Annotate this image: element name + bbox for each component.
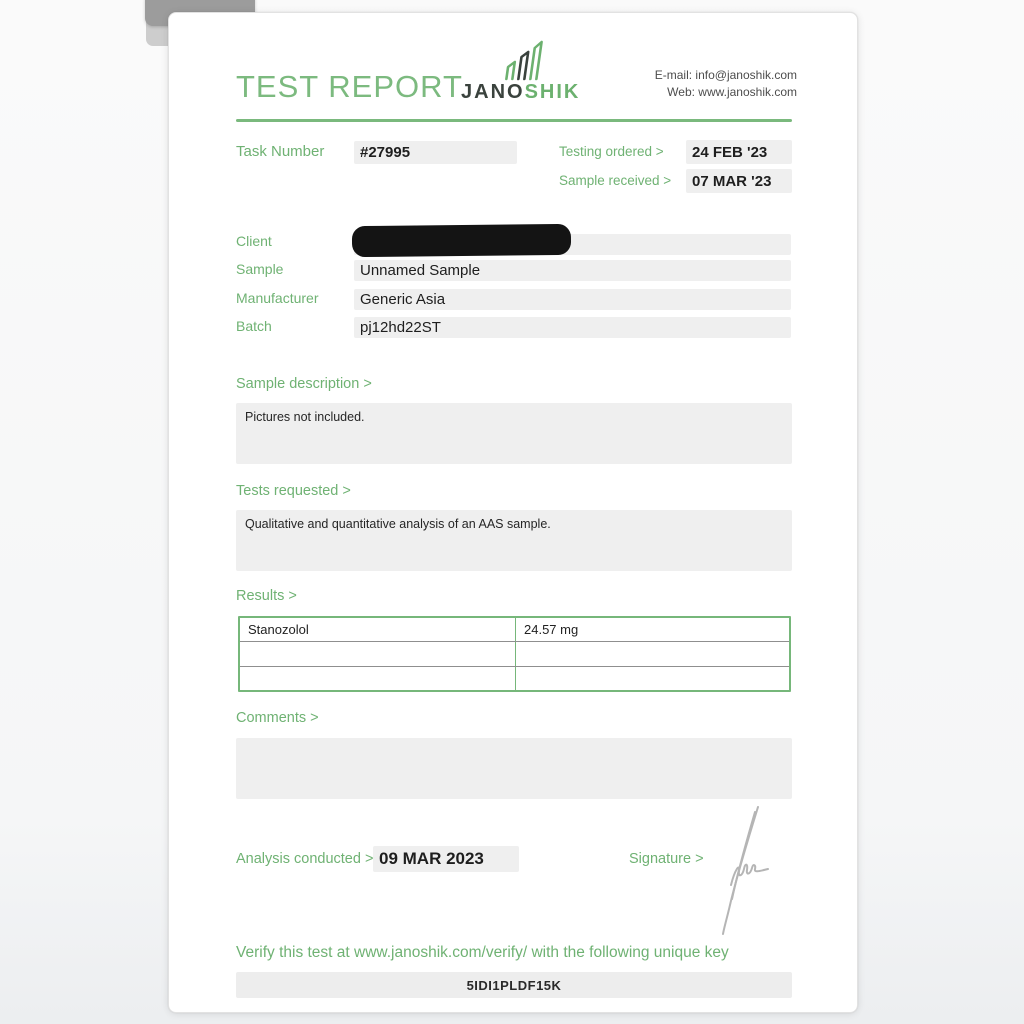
testing-ordered-label: Testing ordered > bbox=[559, 144, 664, 159]
tests-requested-box bbox=[236, 510, 792, 571]
task-number-field bbox=[354, 141, 517, 164]
results-row bbox=[240, 666, 789, 690]
result-substance bbox=[240, 642, 516, 665]
verify-text: Verify this test at www.janoshik.com/verify/ with the following unique key bbox=[236, 944, 729, 961]
sample-description-box bbox=[236, 403, 792, 464]
result-amount bbox=[516, 667, 789, 690]
sample-received-value: 07 MAR '23 bbox=[692, 172, 772, 190]
task-number-label: Task Number bbox=[236, 143, 325, 160]
result-substance bbox=[240, 667, 516, 690]
task-number-value: #27995 bbox=[360, 144, 411, 161]
manufacturer-field bbox=[354, 289, 791, 310]
results-label: Results > bbox=[236, 588, 297, 604]
manufacturer-value: Generic Asia bbox=[360, 291, 446, 308]
header-divider bbox=[236, 119, 792, 122]
sample-value: Unnamed Sample bbox=[360, 262, 481, 279]
contact-web: Web: www.janoshik.com bbox=[667, 85, 797, 99]
batch-field bbox=[354, 317, 791, 338]
results-table bbox=[238, 616, 791, 692]
tests-requested-text: Qualitative and quantitative analysis of an AAS sample. bbox=[245, 517, 551, 531]
batch-value: pj12hd22ST bbox=[360, 319, 441, 336]
client-redaction-bar bbox=[352, 224, 571, 257]
analysis-conducted-label: Analysis conducted > bbox=[236, 851, 374, 867]
contact-block bbox=[601, 67, 797, 101]
signature-scribble bbox=[704, 803, 780, 939]
sample-description-label: Sample description > bbox=[236, 376, 372, 392]
testing-ordered-field bbox=[686, 140, 792, 164]
unique-key-value: 5IDI1PLDF15K bbox=[466, 977, 562, 993]
sample-description-text: Pictures not included. bbox=[245, 410, 365, 424]
janoshik-chart-logo-icon bbox=[488, 39, 546, 81]
results-row bbox=[240, 641, 789, 665]
janoshik-wordmark bbox=[461, 81, 581, 104]
analysis-date-value: 09 MAR 2023 bbox=[379, 849, 484, 868]
result-amount bbox=[516, 642, 789, 665]
comments-label: Comments > bbox=[236, 710, 319, 726]
contact-email: E-mail: info@janoshik.com bbox=[654, 68, 797, 82]
tests-requested-label: Tests requested > bbox=[236, 483, 351, 499]
sample-label: Sample bbox=[236, 261, 284, 277]
page-title: TEST REPORT bbox=[236, 69, 463, 104]
client-label: Client bbox=[236, 233, 272, 249]
report-paper bbox=[168, 12, 858, 1013]
sample-field bbox=[354, 260, 791, 281]
manufacturer-label: Manufacturer bbox=[236, 290, 319, 306]
comments-box bbox=[236, 738, 792, 799]
results-row bbox=[240, 618, 789, 641]
sample-received-field bbox=[686, 169, 792, 193]
result-amount: 24.57 mg bbox=[524, 622, 579, 638]
batch-label: Batch bbox=[236, 318, 272, 334]
unique-key-field bbox=[236, 972, 792, 998]
testing-ordered-value: 24 FEB '23 bbox=[692, 143, 768, 161]
wordmark-green: SHIK bbox=[524, 81, 581, 103]
sample-received-label: Sample received > bbox=[559, 173, 672, 188]
result-substance: Stanozolol bbox=[240, 618, 516, 641]
wordmark-dark: JANO bbox=[461, 81, 525, 103]
signature-label: Signature > bbox=[629, 851, 704, 867]
analysis-date-field bbox=[373, 846, 519, 872]
